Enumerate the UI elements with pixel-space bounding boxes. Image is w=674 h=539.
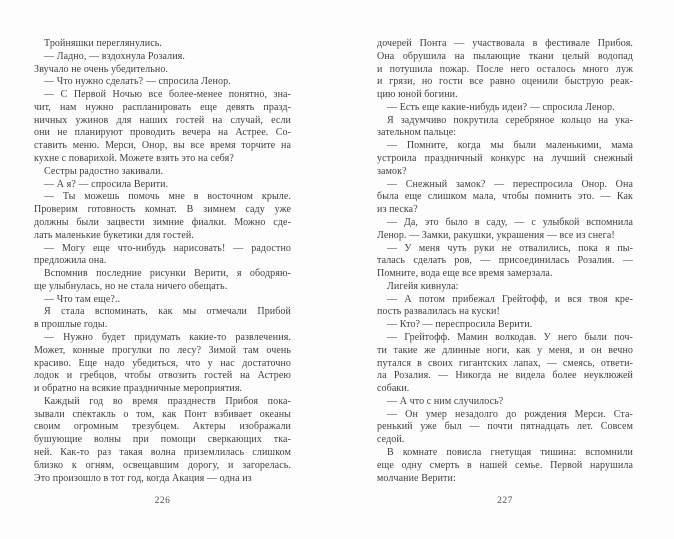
text-line: — Кто? — переспросила Верити. — [387, 319, 533, 331]
paragraph — [34, 332, 291, 396]
page-number: 226 — [154, 496, 171, 506]
text-line: собаки. — [377, 383, 410, 395]
text-line: — Ладно, — вздохнула Розалия. — [44, 50, 185, 62]
text-line: — Могу еще что-нибудь нарисовать! — радостно — [44, 242, 291, 254]
paragraph — [34, 76, 291, 89]
text-line: — Снежный замок? — переспросила Онор. Она — [387, 178, 633, 190]
paragraph — [377, 102, 633, 115]
text-line: Сестры радостно закивали. — [44, 165, 164, 177]
paragraph — [377, 294, 633, 320]
paragraph — [34, 64, 291, 77]
paragraph — [377, 319, 633, 332]
text-line: Каждый год во время празднеств Прибоя пока- — [44, 395, 291, 407]
text-line: путался в своих гигантских лапах, — смеясь, ответи- — [377, 357, 633, 369]
text-line: Звучало не очень убедительно. — [34, 63, 169, 75]
text-line: — У меня чуть руки не отвалились, пока я пы- — [387, 242, 633, 254]
paragraph — [377, 38, 633, 102]
text-line: должны были зацвести зимние фиалки. Можно сде- — [34, 216, 291, 228]
paragraph — [377, 243, 633, 281]
text-line: Ленор. — Замки, ракушки, украшения — все из снега! — [377, 229, 615, 241]
paragraph — [377, 447, 633, 485]
text-line: — Да, это было в саду, — с улыбкой вспомнила — [387, 216, 633, 228]
text-line: кухне с поварихой. Можете взять это на себя? — [34, 153, 234, 165]
paragraph — [34, 38, 291, 51]
book-page-left — [34, 38, 291, 485]
text-line: Это произошло в тот год, когда Акация — одна из — [34, 472, 252, 484]
text-line: цию юной богини. — [377, 89, 458, 101]
text-line: лодок и гребцов, чтобы отвозить гостей на Астрею — [34, 370, 291, 382]
text-line: талась сделать ров, — присоединилась Розалия. — — [377, 255, 633, 267]
paragraph — [34, 89, 291, 166]
text-line: и потушила пожар. После него осталось много луж — [377, 63, 633, 75]
text-line: Я задумчиво покрутила серебряное кольцо на ука- — [387, 114, 633, 126]
page-number: 227 — [497, 496, 513, 506]
text-line: была еще слишком мала, чтобы помнить это. — Как — [377, 191, 633, 203]
text-line: в прошлые годы. — [34, 319, 108, 331]
text-line: еще одну смерть в нашей семье. Первой нарушила — [377, 459, 633, 471]
paragraph — [34, 243, 291, 269]
text-line: красиво. Еще надо убедиться, что у нас достаточно — [34, 357, 291, 369]
text-line: и обратно на всякие праздничные мероприятия. — [34, 383, 243, 395]
paragraph — [377, 217, 633, 243]
text-line: Может, конные прогулки по лесу? Зимой там очень — [34, 344, 291, 356]
text-line: — Нужно будет придумать какие-то развлечения. — [44, 331, 291, 343]
paragraph — [377, 179, 633, 217]
text-line: — Ты можешь помочь мне в восточном крыле. — [44, 191, 291, 203]
text-line: дочерей Понта — участвовала в фестивале Прибоя. — [377, 38, 633, 49]
text-line: близко к огням, освещавшим дорогу, и загорелась. — [34, 459, 291, 471]
paragraph — [377, 140, 633, 178]
paragraph — [34, 191, 291, 242]
paragraph — [34, 51, 291, 64]
text-line: Проверим готовность комнат. В зимнем саду уже — [34, 204, 291, 216]
paragraph — [34, 306, 291, 332]
text-line: — Что там еще?.. — [44, 293, 121, 305]
paragraph — [377, 281, 633, 294]
text-line: они не планируют проводить вечера на Астрее. Со- — [34, 127, 291, 139]
text-line: — Помните, когда мы были маленькими, мама — [387, 140, 633, 152]
text-line: ла Розалия. — Никогда не видела более неуклюжей — [377, 370, 633, 382]
text-line: — А что с ним случилось? — [387, 395, 504, 407]
text-line: ставить меню. Мерси, Онор, вы все время торчите на — [34, 140, 291, 152]
text-line: предложила она. — [34, 255, 107, 267]
text-line: — Грейтофф. Мамин волкодав. У него были поч- — [387, 331, 633, 343]
text-line: — А потом прибежал Грейтофф, и вся твоя кре- — [387, 293, 633, 305]
text-line: В комнате повисла гнетущая тишина: вспомнили — [387, 447, 633, 458]
text-line: бушующие волны при помощи сверкающих тка- — [34, 434, 291, 446]
text-line: из песка? — [377, 204, 418, 216]
text-line: Я стала вспоминать, как мы отмечали Прибой — [44, 306, 291, 318]
text-line: — Есть еще какие-нибудь идеи? — спросила Ленор. — [387, 101, 615, 113]
paragraph — [34, 166, 291, 179]
text-line: чит, нам нужно распланировать еще девять празд- — [34, 101, 291, 113]
text-line: — А я? — спросила Верити. — [44, 178, 169, 190]
paragraph — [377, 115, 633, 141]
text-line: Помните, вода еще все время замерзала. — [377, 268, 553, 280]
text-line: седой. — [377, 434, 405, 446]
text-line: устроила праздничный конкурс на лучший снежный — [377, 153, 633, 165]
paragraph — [377, 332, 633, 396]
paragraph — [34, 179, 291, 192]
text-line: — Он умер незадолго до рождения Мерси. Ста- — [387, 408, 633, 420]
text-line: ничных ужинов для наших гостей на случай, если — [34, 114, 291, 126]
text-line: ренький уже был — почти пятнадцать лет. Совсем — [377, 421, 633, 433]
text-line: — С Первой Ночью все более-менее понятно, зна- — [44, 89, 291, 101]
text-line: пость развалилась на куски! — [377, 306, 500, 318]
text-line: — Что нужно сделать? — спросила Ленор. — [44, 76, 231, 88]
paragraph — [377, 396, 633, 409]
paragraph — [377, 409, 633, 447]
text-line: замок? — [377, 165, 407, 177]
text-line: молчание Верити: — [377, 472, 456, 484]
text-line: Тройняшки переглянулись. — [44, 38, 163, 49]
text-line: Вспомнив последние рисунки Верити, я ободряю- — [44, 268, 291, 280]
text-line: лать маленькие букетики для гостей. — [34, 229, 194, 241]
text-line: Лигейя кивнула: — [387, 280, 459, 292]
text-line: зывали спектакль о том, как Понт взбивает океаны — [34, 408, 291, 420]
text-line: Она обрушила на пылающие ткани целый водопад — [377, 50, 633, 62]
paragraph — [34, 268, 291, 294]
text-line: зательном пальце: — [377, 127, 457, 139]
book-page-right — [377, 38, 633, 485]
text-line: ти такие же длинные ноги, как у меня, и он вечно — [377, 344, 633, 356]
text-line: своим огромным трезубцем. Актеры изображали — [34, 421, 291, 433]
text-line: ще улыбнулась, но не стала ничего обещать. — [34, 280, 228, 292]
paragraph — [34, 396, 291, 485]
text-line: ней. Как-то раз такая волна приземлилась слишком — [34, 447, 291, 458]
paragraph — [34, 294, 291, 307]
text-line: и грязи, но гости все равно оценили быструю реак- — [377, 76, 633, 88]
